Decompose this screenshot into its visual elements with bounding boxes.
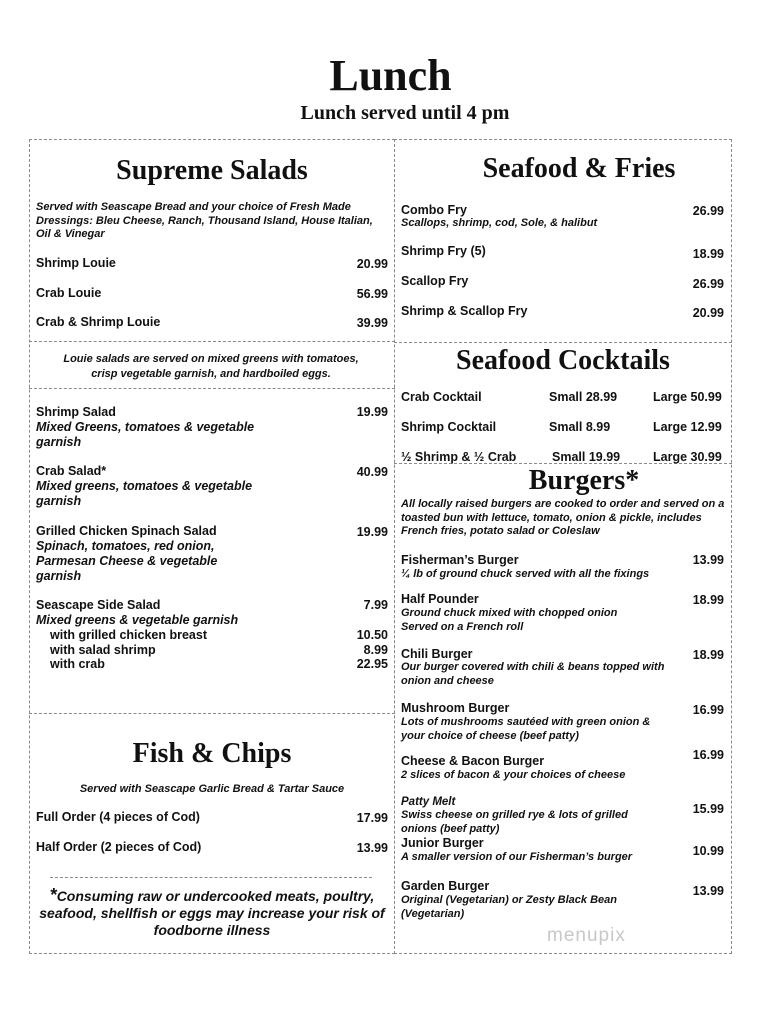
menu-item-price: 17.99 (356, 811, 388, 825)
menu-item-desc: Mixed greens & vegetable garnish (36, 613, 239, 627)
cocktail-name: Crab Cocktail (401, 390, 482, 404)
addon-price: 8.99 (363, 643, 388, 657)
menu-item-desc: Mixed greens, tomatoes & vegetable garnish (36, 479, 253, 508)
menu-item-desc: Swiss cheese on grilled rye & lots of grilled onions (beef patty) (401, 809, 628, 835)
menu-item-price: 10.99 (692, 844, 724, 858)
menu-item-name: Shrimp Fry (5) (401, 244, 486, 258)
menu-item-price: 40.99 (356, 465, 388, 479)
menu-item-desc: Lots of mushrooms sautéed with green onion & your choice of cheese (beef patty) (401, 716, 651, 742)
page-title: Lunch (329, 51, 452, 100)
addon-price: 22.95 (356, 657, 388, 671)
menu-item-name: Cheese & Bacon Burger (401, 754, 545, 768)
section-title-seafood-fries: Seafood & Fries (482, 153, 676, 184)
addon-name: with salad shrimp (50, 643, 156, 657)
menu-item-name: Patty Melt (401, 796, 456, 808)
menu-item-desc: Original (Vegetarian) or Zesty Black Bean (Vegetarian) (401, 894, 617, 920)
menu-item-name: Fisherman’s Burger (401, 553, 519, 567)
cocktail-small-price: Small 28.99 (549, 390, 618, 404)
menu-item-name: Shrimp Salad (36, 405, 116, 419)
menu-item-name: Crab Louie (36, 286, 102, 300)
menu-item-name: Junior Burger (401, 836, 484, 850)
menu-item-price: 19.99 (356, 525, 388, 539)
cocktail-large-price: Large 50.99 (653, 390, 722, 404)
menu-item-name: Garden Burger (401, 879, 490, 893)
menu-item-name: Full Order (4 pieces of Cod) (36, 810, 200, 824)
menu-item-desc: Scallops, shrimp, cod, Sole, & halibut (401, 217, 598, 229)
menu-item-price: 56.99 (356, 287, 388, 301)
menu-item-name: Grilled Chicken Spinach Salad (36, 524, 217, 538)
menu-item-price: 7.99 (363, 598, 388, 612)
cocktail-name: ½ Shrimp & ½ Crab (401, 450, 517, 464)
menu-item-desc: ¼ lb of ground chuck served with all the fixings (401, 568, 650, 580)
page-subtitle: Lunch served until 4 pm (300, 102, 510, 124)
menu-item-price: 13.99 (356, 841, 388, 855)
menu-item-price: 18.99 (692, 648, 724, 662)
menu-item-price: 16.99 (692, 703, 724, 717)
health-warning (34, 887, 390, 939)
watermark: menupix (547, 925, 626, 946)
menu-item-name: Shrimp & Scallop Fry (401, 304, 528, 318)
menu-item-price: 20.99 (356, 257, 388, 271)
menu-item-price: 20.99 (692, 306, 724, 320)
divider (29, 341, 395, 342)
cocktail-large-price: Large 12.99 (653, 420, 722, 434)
menu-item-name: Seascape Side Salad (36, 598, 161, 612)
menu-item-desc: 2 slices of bacon & your choices of cheese (401, 769, 626, 781)
divider (394, 342, 732, 343)
divider (50, 877, 372, 878)
menu-item-name: Chili Burger (401, 647, 473, 661)
section-title-fish-chips: Fish & Chips (132, 738, 292, 769)
menu-item-price: 26.99 (692, 277, 724, 291)
addon-price: 10.50 (356, 628, 388, 642)
menu-item-price: 15.99 (692, 802, 724, 816)
menu-item-price: 16.99 (692, 748, 724, 762)
menu-item-desc: Ground chuck mixed with chopped onion Served on a French roll (401, 607, 618, 633)
fish-chips-intro: Served with Seascape Garlic Bread & Tartar Sauce (79, 783, 345, 795)
warning-asterisk: * (49, 885, 57, 905)
menu-item-price: 13.99 (692, 553, 724, 567)
louie-salad-note: Louie salads are served on mixed greens with tomatoes, crisp vegetable garnish, and hardboiled eggs. (63, 353, 359, 380)
addon-name: with grilled chicken breast (50, 628, 207, 642)
menu-item-name: Half Pounder (401, 592, 479, 606)
menu-item-price: 26.99 (692, 204, 724, 218)
cocktail-small-price: Small 8.99 (549, 420, 611, 434)
menu-item-desc: Spinach, tomatoes, red onion, Parmesan Cheese & vegetable garnish (36, 539, 218, 583)
menu-item-name: Scallop Fry (401, 274, 469, 288)
cocktail-small-price: Small 19.99 (552, 450, 621, 464)
menu-item-price: 39.99 (356, 316, 388, 330)
section-title-seafood-cocktails: Seafood Cocktails (456, 345, 670, 376)
warning-text: Consuming raw or undercooked meats, poultry, seafood, shellfish or eggs may increase your risk of foodborne illness (39, 888, 385, 938)
divider (29, 713, 395, 714)
menu-item-name: Combo Fry (401, 203, 467, 217)
menu-item-name: Crab Salad* (36, 464, 107, 478)
supreme-salads-intro: Served with Seascape Bread and your choice of Fresh Made Dressings: Bleu Cheese, Ranch, Thousand Island, House Italian, Oil & Vinegar (36, 201, 373, 240)
cocktail-name: Shrimp Cocktail (401, 420, 497, 434)
addon-name: with crab (50, 657, 105, 671)
menu-item-name: Crab & Shrimp Louie (36, 315, 161, 329)
section-title-burgers: Burgers* (528, 465, 640, 496)
section-title-supreme-salads: Supreme Salads (116, 155, 308, 186)
menu-item-desc: A smaller version of our Fisherman’s burger (401, 851, 633, 863)
menu-item-price: 13.99 (692, 884, 724, 898)
menu-item-price: 18.99 (692, 247, 724, 261)
menu-item-name: Shrimp Louie (36, 256, 116, 270)
divider (29, 388, 395, 389)
menu-item-name: Mushroom Burger (401, 701, 510, 715)
burgers-intro: All locally raised burgers are cooked to order and served on a toasted bun with lettuce, tomato, onion & pickle, includes French fries, potato salad or Coleslaw (401, 498, 725, 537)
cocktail-large-price: Large 30.99 (653, 450, 722, 464)
menu-item-price: 19.99 (356, 405, 388, 419)
menu-item-desc: Mixed Greens, tomatoes & vegetable garnish (36, 420, 255, 449)
menu-item-desc: Our burger covered with chili & beans topped with onion and cheese (401, 661, 665, 687)
menu-item-price: 18.99 (692, 593, 724, 607)
menu-item-name: Half Order (2 pieces of Cod) (36, 840, 202, 854)
